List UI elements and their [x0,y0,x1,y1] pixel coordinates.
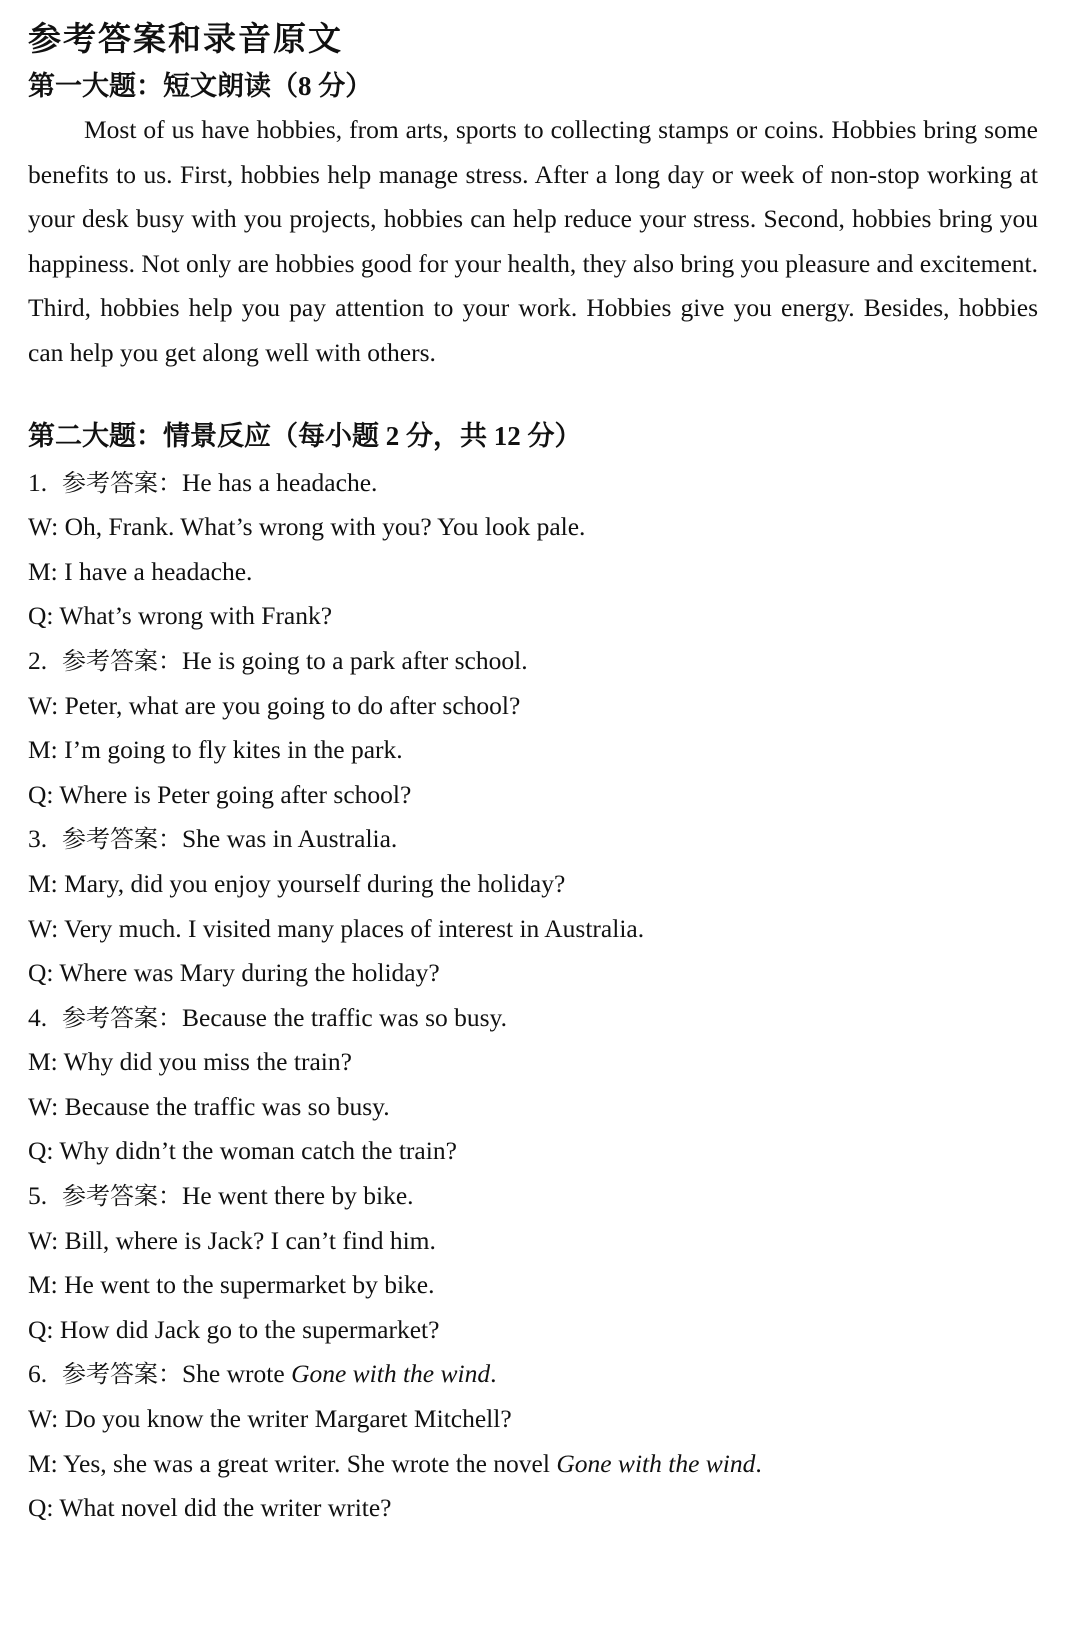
question-line: Q: What’s wrong with Frank? [28,601,333,631]
answer-line-4: 4. 参考答案：Because the traffic was so busy. [28,1002,508,1032]
answer-text: Because the traffic was so busy. [182,1002,508,1032]
dialogue-end: . [755,1448,762,1478]
document-page [28,18,1038,1531]
answer-end: . [490,1359,497,1389]
answer-line-5: 5. 参考答案：He went there by bike. [28,1181,414,1211]
answer-line-2: 2. 参考答案：He is going to a park after school. [28,645,528,675]
dialogue-text: M: Yes, she was a great writer. She wrote the novel [28,1448,557,1478]
answer-label: 参考答案： [62,1182,182,1211]
question-line: Q: What novel did the writer write? [28,1493,392,1523]
dialogue-line: M: He went to the supermarket by bike. [28,1270,435,1300]
question-line: Q: Where is Peter going after school? [28,779,412,809]
reading-passage: Most of us have hobbies, from arts, sports to collecting stamps or coins. Hobbies bring some benefits to us. First, hobbies help manage stress. After a long day or week of non-stop working at your desk busy with you projects, hobbies can help reduce your stress. Second, hobbies bring you happiness. Not only are hobbies good for your health, they also bring you pleasure and excitement. Third, hobbies help you pay attention to your work. Hobbies give you energy. Besides, hobbies can help you get along well with others. [28,115,1038,367]
answer-text: He has a headache. [182,467,378,497]
dialogue-line: W: Peter, what are you going to do after school? [28,690,521,720]
answer-label: 参考答案： [62,646,182,675]
question-line: Q: How did Jack go to the supermarket? [28,1314,440,1344]
dialogue-line: M: Why did you miss the train? [28,1047,352,1077]
answer-label: 参考答案： [62,468,182,497]
answer-line-6: 6. 参考答案：She wrote Gone with the wind. [28,1359,497,1389]
question-line: Q: Why didn’t the woman catch the train? [28,1136,457,1166]
dialogue-line: W: Very much. I visited many places of interest in Australia. [28,913,645,943]
dialogue-line: W: Bill, where is Jack? I can’t find him. [28,1225,436,1255]
answer-text: She was in Australia. [182,824,398,854]
page-title: 参考答案和录音原文 [28,22,343,58]
book-title: Gone with the wind [556,1448,756,1478]
dialogue-line [28,1442,1038,1487]
answer-label: 参考答案： [62,1003,182,1032]
answer-text: He went there by bike. [182,1181,414,1211]
dialogue-line: W: Do you know the writer Margaret Mitchell? [28,1404,512,1434]
dialogue-line: W: Oh, Frank. What’s wrong with you? You look pale. [28,512,586,542]
dialogue-line: M: I have a headache. [28,556,253,586]
answer-text: She wrote [182,1359,292,1389]
answer-line-1: 1. 参考答案：He has a headache. [28,467,378,497]
dialogue-line: M: I’m going to fly kites in the park. [28,735,403,765]
book-title: Gone with the wind [291,1359,491,1389]
answer-label: 参考答案： [62,825,182,854]
dialogue-line: W: Because the traffic was so busy. [28,1091,390,1121]
answer-line-3: 3. 参考答案：She was in Australia. [28,824,398,854]
question-line: Q: Where was Mary during the holiday? [28,958,440,988]
section-2-heading: 第二大题：情景反应（每小题 2 分，共 12 分） [28,420,582,451]
dialogue-line: M: Mary, did you enjoy yourself during the holiday? [28,868,566,898]
answer-text: He is going to a park after school. [182,645,528,675]
dialogue-list [28,461,1038,1531]
section-1-heading: 第一大题：短文朗读（8 分） [28,71,373,101]
answer-label: 参考答案： [62,1360,182,1389]
